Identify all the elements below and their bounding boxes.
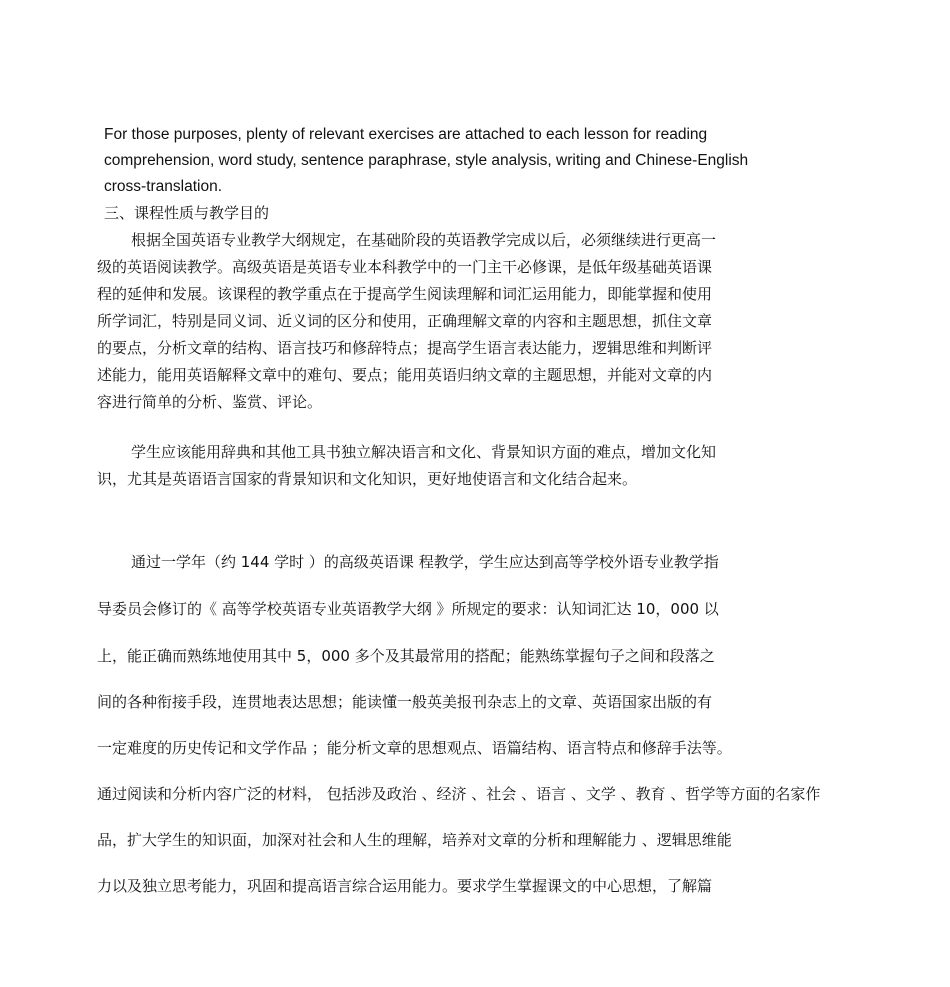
paragraph-2-line-2: 识，尤其是英语语言国家的背景知识和文化知识，更好地使语言和文化结合起来。 [97, 470, 638, 488]
paragraph-3-line-2: 导委员会修订的《 高等学校英语专业英语教学大纲 》所规定的要求：认知词汇达 10，000 以 [97, 600, 719, 618]
paragraph-3-line-8: 力以及独立思考能力，巩固和提高语言综合运用能力。要求学生掌握课文的中心思想，了解篇 [97, 877, 713, 895]
paragraph-3-line-1: 通过一学年（约 144 学时 ）的高级英语课 程教学，学生应达到高等学校外语专业教学指 [131, 553, 719, 571]
english-line-3: cross-translation. [104, 178, 223, 195]
paragraph-3-line-6: 通过阅读和分析内容广泛的材料， 包括涉及政治 、经济 、社会 、语言 、文学 、教育 、哲学等方面的名家作 [97, 785, 821, 803]
paragraph-3-line-3: 上，能正确而熟练地使用其中 5，000 多个及其最常用的搭配；能熟练掌握句子之间和段落之 [97, 647, 715, 665]
paragraph-3-line-7: 品，扩大学生的知识面，加深对社会和人生的理解，培养对文章的分析和理解能力 、逻辑思维能 [97, 831, 732, 849]
paragraph-3-line-5: 一定难度的历史传记和文学作品 ；能分析文章的思想观点、语篇结构、语言特点和修辞手法等。 [97, 739, 732, 757]
paragraph-3-line-4: 间的各种衔接手段，连贯地表达思想；能读懂一般英美报刊杂志上的文章、英语国家出版的有 [97, 693, 713, 711]
paragraph-2-line-1: 学生应该能用辞典和其他工具书独立解决语言和文化、背景知识方面的难点，增加文化知 [131, 443, 717, 461]
english-line-2: comprehension, word study, sentence paraphrase, style analysis, writing and Chinese-English [104, 152, 749, 169]
paragraph-1-line-6: 述能力，能用英语解释文章中的难句、要点；能用英语归纳文章的主题思想，并能对文章的内 [97, 366, 713, 384]
paragraph-1-line-7: 容进行简单的分析、鉴赏、评论。 [97, 393, 323, 411]
english-line-1: For those purposes, plenty of relevant exercises are attached to each lesson for reading [104, 126, 708, 143]
section-heading: 三、课程性质与教学目的 [104, 204, 270, 222]
paragraph-1-line-1: 根据全国英语专业教学大纲规定，在基础阶段的英语教学完成以后，必须继续进行更高一 [131, 231, 717, 249]
paragraph-1-line-2: 级的英语阅读教学。高级英语是英语专业本科教学中的一门主干必修课，是低年级基础英语课 [97, 258, 713, 276]
paragraph-1-line-3: 程的延伸和发展。该课程的教学重点在于提高学生阅读理解和词汇运用能力，即能掌握和使用 [97, 285, 713, 303]
paragraph-1-line-4: 所学词汇，特别是同义词、近义词的区分和使用，正确理解文章的内容和主题思想，抓住文章 [97, 312, 713, 330]
paragraph-1-line-5: 的要点，分析文章的结构、语言技巧和修辞特点；提高学生语言表达能力，逻辑思维和判断评 [97, 339, 713, 357]
